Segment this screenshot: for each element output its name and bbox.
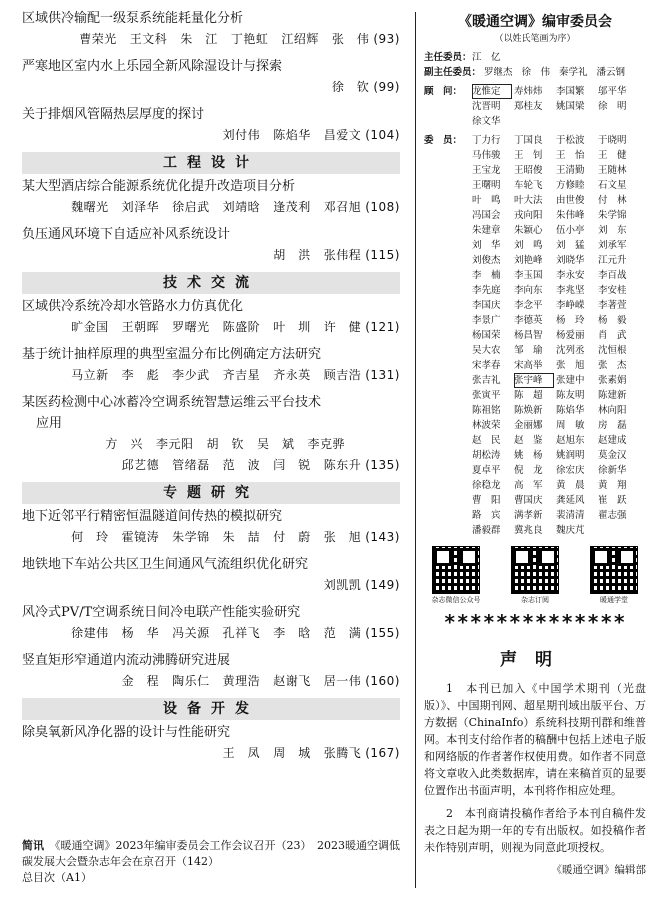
- member-name: 石文星: [598, 180, 627, 191]
- member-name: 潘毅群: [472, 525, 501, 536]
- author-name: 徐启武: [172, 200, 210, 214]
- author-name: 齐永英: [273, 368, 311, 382]
- member-name: 姚润明: [556, 450, 585, 461]
- brief-label: 简讯: [22, 839, 44, 852]
- member-name: 李先庭: [472, 285, 501, 296]
- member-name: 徐宏庆: [556, 465, 585, 476]
- article-authors: [22, 197, 400, 218]
- member-name: 姚国梁: [556, 101, 585, 112]
- member-name: 翟志强: [598, 510, 627, 521]
- member-name: 路 宾: [472, 510, 501, 521]
- author-name: 李 晗: [273, 626, 311, 640]
- member-name: 李 楠: [472, 270, 501, 281]
- author-name: 付 蔚: [273, 530, 311, 544]
- section-heading: 技术交流: [22, 272, 400, 294]
- page-number: (135): [365, 458, 400, 472]
- member-name: 裴清清: [556, 510, 585, 521]
- article-title[interactable]: 区域供冷系统冷却水管路水力仿真优化: [22, 299, 244, 314]
- brief-line: 《暖通空调》2023年编审委员会工作会议召开（23） 2023暖通空调低碳发展大会暨杂志年会在京召开（142）: [22, 839, 400, 868]
- page-number: (131): [365, 368, 400, 382]
- author-name: 周 城: [273, 746, 311, 760]
- member-name: 江 亿: [472, 52, 501, 63]
- director-row: [424, 50, 646, 65]
- author-name: 魏曙光: [71, 200, 109, 214]
- member-name: 李玉国: [514, 270, 543, 281]
- advisor-row: [424, 84, 646, 129]
- author-name: 邓召旭: [323, 200, 362, 214]
- member-name: 曹 阳: [472, 495, 501, 506]
- member-name: 冀兆良: [514, 525, 543, 536]
- article-title[interactable]: 除臭氧新风净化器的设计与性能研究: [22, 725, 231, 740]
- article-title[interactable]: 关于排烟风管隔热层厚度的探讨: [22, 107, 205, 122]
- declaration-title: 声明: [500, 650, 570, 670]
- author-name: 齐吉星: [222, 368, 261, 382]
- member-names: [472, 133, 646, 538]
- member-name: 张宇峰: [514, 373, 554, 388]
- member-name: 江元升: [598, 255, 627, 266]
- member-name: 房 磊: [598, 420, 627, 431]
- member-name: 胡松涛: [472, 450, 501, 461]
- member-name: 李国庆: [472, 300, 501, 311]
- author-name: 旷金国: [71, 320, 109, 334]
- member-name: 杨 毅: [598, 315, 627, 326]
- member-name: 徐 明: [598, 101, 627, 112]
- member-name: 李安桂: [598, 285, 627, 296]
- author-name: 曹荣光: [79, 32, 117, 46]
- member-name: 杨国荣: [472, 330, 501, 341]
- article-title[interactable]: 竖直矩形窄通道内流动沸腾研究进展: [22, 653, 231, 668]
- qr-caption: 杂志订阅: [521, 596, 549, 604]
- member-name: 赵建成: [598, 435, 627, 446]
- author-name: 叶 圳: [273, 320, 311, 334]
- article-authors: [22, 671, 400, 692]
- member-name: 徐文华: [472, 116, 501, 127]
- member-name: 丁力行: [472, 135, 501, 146]
- article-authors: [22, 245, 400, 266]
- vice-label: 副主任委员：: [424, 67, 482, 78]
- author-name: 范 满: [323, 626, 362, 640]
- section-heading: 设备开发: [22, 698, 400, 720]
- brief-news: [22, 838, 400, 886]
- member-name: 于松波: [556, 135, 585, 146]
- member-name: 王昭俊: [514, 165, 543, 176]
- author-name: 闫 锐: [273, 458, 311, 472]
- member-name: 王清勤: [556, 165, 585, 176]
- director-names: [472, 50, 646, 65]
- member-name: 沈恒根: [598, 345, 627, 356]
- author-name: 陈盛阶: [222, 320, 261, 334]
- member-name: 郑桂友: [514, 101, 543, 112]
- author-name: 范 波: [222, 458, 261, 472]
- author-name: 陈焰华: [273, 128, 311, 142]
- member-name: 满孝新: [514, 510, 543, 521]
- member-name: 刘 鸣: [514, 240, 543, 251]
- member-name: 马伟骏: [472, 150, 501, 161]
- member-name: 刘 华: [472, 240, 501, 251]
- member-name: 方修睦: [556, 180, 585, 191]
- member-name: 王宝龙: [472, 165, 501, 176]
- member-name: 刘 东: [598, 225, 627, 236]
- member-name: 宋高举: [514, 360, 543, 371]
- member-name: 李念平: [514, 300, 543, 311]
- member-name: 杨昌智: [514, 330, 543, 341]
- author-name: 杨 华: [121, 626, 160, 640]
- article-title[interactable]: 地下近邻平行精密恒温隧道间传热的模拟研究: [22, 509, 283, 524]
- article-authors: [22, 125, 400, 146]
- author-name: 马立新: [71, 368, 109, 382]
- author-name: 许 健: [323, 320, 362, 334]
- member-name: 朱建章: [472, 225, 501, 236]
- author-name: 李少武: [172, 368, 210, 382]
- author-name: 李元阳: [155, 437, 194, 451]
- article-entry[interactable]: [22, 602, 400, 644]
- author-name: 何 玲: [71, 530, 109, 544]
- article-title-cont[interactable]: 应用: [36, 416, 63, 431]
- page-number: (104): [365, 128, 400, 142]
- member-row: [424, 133, 646, 538]
- member-name: 刘 猛: [556, 240, 585, 251]
- qr-caption: 杂志微信公众号: [431, 596, 481, 604]
- author-name: 胡 洪: [273, 248, 311, 262]
- author-name: 逢茂利: [273, 200, 311, 214]
- author-name: 王 凤: [222, 746, 261, 760]
- author-name: 黄理浩: [222, 674, 261, 688]
- member-label: 委 员：: [424, 135, 463, 146]
- page-number: (167): [365, 746, 400, 760]
- author-name: 朱 江: [180, 32, 218, 46]
- member-name: 李峥嵘: [556, 300, 585, 311]
- member-name: 赵 鉴: [514, 435, 543, 446]
- member-name: 林波荣: [472, 420, 501, 431]
- member-name: 肖 武: [598, 330, 627, 341]
- declaration-signature: 《暖通空调》编辑部: [551, 864, 646, 876]
- author-name: 李 彪: [121, 368, 160, 382]
- author-name: 孔祥飞: [222, 626, 261, 640]
- member-name: 徐新华: [598, 465, 627, 476]
- author-name: 管绪磊: [172, 458, 210, 472]
- qr-caption: 暖通学堂: [600, 596, 628, 604]
- member-name: 高 军: [514, 480, 543, 491]
- article-title[interactable]: 基于统计抽样原理的典型室温分布比例确定方法研究: [22, 347, 322, 362]
- member-name: 邬平华: [598, 86, 627, 97]
- author-name: 张 伟: [331, 32, 370, 46]
- member-name: 付 林: [598, 195, 627, 206]
- article-authors: [22, 455, 400, 476]
- author-name: 刘靖晗: [222, 200, 261, 214]
- member-name: 陈建新: [598, 390, 627, 401]
- table-of-contents: [22, 8, 400, 770]
- author-name: 邱艺德: [121, 458, 160, 472]
- article-authors: [22, 743, 400, 764]
- member-name: 李国繁: [556, 86, 585, 97]
- member-name: 张 旭: [556, 360, 585, 371]
- member-name: 李向东: [514, 285, 543, 296]
- member-name: 李著萱: [598, 300, 627, 311]
- column-divider: [415, 12, 416, 888]
- advisor-label: 顾 问：: [424, 86, 463, 97]
- member-name: 沈列丞: [556, 345, 585, 356]
- member-name: 叶 鸣: [472, 195, 501, 206]
- qr-code-icon: [511, 546, 559, 594]
- author-name: 刘付伟: [222, 128, 261, 142]
- article-authors: [22, 77, 400, 98]
- toc-section: [22, 272, 400, 476]
- article-entry[interactable]: [22, 392, 400, 476]
- member-name: 李德英: [514, 315, 543, 326]
- vice-names: [484, 65, 646, 80]
- member-name: 于晓明: [598, 135, 627, 146]
- member-name: 王 健: [598, 150, 627, 161]
- article-entry[interactable]: [22, 224, 400, 266]
- member-name: 龙惟定: [472, 84, 512, 99]
- article-entry[interactable]: [22, 650, 400, 692]
- page-number: (155): [365, 626, 400, 640]
- author-name: 徐 钦: [331, 80, 370, 94]
- member-name: 刘艳峰: [514, 255, 543, 266]
- article-entry[interactable]: [22, 722, 400, 764]
- member-name: 伍小亭: [556, 225, 585, 236]
- member-name: 李兆坚: [556, 285, 585, 296]
- author-name: 张腾飞: [323, 746, 362, 760]
- author-name: 刘凯凯: [323, 578, 362, 592]
- member-name: 吴大农: [472, 345, 501, 356]
- article-entry[interactable]: [22, 56, 400, 98]
- page-number: (143): [365, 530, 400, 544]
- member-name: 张吉礼: [472, 375, 501, 386]
- member-name: 叶大法: [514, 195, 543, 206]
- member-name: 杨 玲: [556, 315, 585, 326]
- board-title: 《暖通空调》编审委员会: [458, 14, 612, 30]
- declaration-paragraph-2: 2 本刊商请投稿作者给予本刊自稿件发表之日起为期一年的专有出版权。如投稿作者未作特别声明，则视为同意此项授权。: [424, 807, 646, 854]
- board-subtitle: （以姓氏笔画为序）: [494, 34, 576, 44]
- qr-code-icon: [432, 546, 480, 594]
- article-authors: [22, 623, 400, 644]
- page-number: (160): [365, 674, 400, 688]
- article-authors: [22, 29, 400, 50]
- member-name: 曹国庆: [514, 495, 543, 506]
- qr-code-icon: [590, 546, 638, 594]
- member-name: 寿炜炜: [514, 86, 543, 97]
- member-name: 王曙明: [472, 180, 501, 191]
- author-name: 昌爱文: [323, 128, 362, 142]
- member-name: 赵 民: [472, 435, 501, 446]
- member-name: 姚 杨: [514, 450, 543, 461]
- article-title[interactable]: 地铁地下车站公共区卫生间通风气流组织优化研究: [22, 557, 309, 572]
- member-name: 刘承军: [598, 240, 627, 251]
- author-name: 陶乐仁: [172, 674, 210, 688]
- toc-section: [22, 152, 400, 266]
- section-heading: 专题研究: [22, 482, 400, 504]
- qr-wechat[interactable]: [428, 546, 484, 606]
- member-name: 陈友明: [556, 390, 585, 401]
- member-name: 莫金汉: [598, 450, 627, 461]
- author-name: 陈东升: [323, 458, 362, 472]
- article-entry[interactable]: [22, 344, 400, 386]
- author-name: 罗曙光: [172, 320, 210, 334]
- member-name: 林向阳: [598, 405, 627, 416]
- member-name: 张 杰: [598, 360, 627, 371]
- member-name: 赵旭东: [556, 435, 585, 446]
- member-name: 张寅平: [472, 390, 501, 401]
- article-authors: [22, 527, 400, 548]
- member-name: 倪 龙: [514, 465, 543, 476]
- page-number: (115): [365, 248, 400, 262]
- member-name: 潘云钢: [596, 67, 626, 78]
- author-name: 金 程: [121, 674, 160, 688]
- author-name: 徐建伟: [71, 626, 109, 640]
- member-name: 周 敏: [556, 420, 585, 431]
- article-entry[interactable]: [22, 296, 400, 338]
- member-name: 邹 瑜: [514, 345, 543, 356]
- page-number: (93): [373, 32, 400, 46]
- member-name: 陈 超: [514, 390, 543, 401]
- qr-subscribe[interactable]: [507, 546, 563, 606]
- advisor-names: [472, 84, 646, 129]
- general-index: 总目次（A1）: [22, 871, 92, 884]
- article-title[interactable]: 负压通风环境下自适应补风系统设计: [22, 227, 231, 242]
- author-name: 冯关源: [172, 626, 210, 640]
- member-name: 朱学锦: [598, 210, 627, 221]
- member-name: 徐 伟: [521, 67, 551, 78]
- member-name: 龚延风: [556, 495, 585, 506]
- member-name: 夏卓平: [472, 465, 501, 476]
- member-name: 沈晋明: [472, 101, 501, 112]
- star-divider: **************: [443, 610, 627, 634]
- author-name: 刘泽华: [121, 200, 160, 214]
- member-name: 刘晓华: [556, 255, 585, 266]
- page-number: (149): [365, 578, 400, 592]
- member-name: 宋孝春: [472, 360, 501, 371]
- member-name: 罗继杰: [484, 67, 513, 78]
- member-name: 朱伟峰: [556, 210, 585, 221]
- author-name: 张伟程: [323, 248, 362, 262]
- page-number: (121): [365, 320, 400, 334]
- member-name: 黄 晨: [556, 480, 585, 491]
- toc-section: [22, 698, 400, 764]
- member-name: 黄 翔: [598, 480, 627, 491]
- member-name: 车轮飞: [514, 180, 543, 191]
- article-entry[interactable]: [22, 104, 400, 146]
- editorial-board-column: [424, 12, 646, 878]
- member-name: 丁国良: [514, 135, 543, 146]
- member-name: 王随林: [598, 165, 627, 176]
- article-authors: [22, 365, 400, 386]
- toc-section: [22, 482, 400, 692]
- page-number: (99): [373, 80, 400, 94]
- declaration-paragraph-1: 1 本刊已加入《中国学术期刊（光盘版）》、中国期刊网、超星期刊域出版平台、万方数据（ChinaInfo）系统科技期刊群和维普网。本刊支付给作者的稿酬中包括上述电子版和网络版的作者著作权使用费。如作者不同意将文章收入此类数据库，请在来稿首页的显要位置作出书面声明，本刊将作相应处理。: [424, 682, 646, 797]
- article-title[interactable]: 严寒地区室内水上乐园全新风除湿设计与探索: [22, 59, 283, 74]
- member-name: 金丽娜: [514, 420, 543, 431]
- author-name: 王朝晖: [121, 320, 160, 334]
- member-name: 陈祖铭: [472, 405, 501, 416]
- member-name: 王 钊: [514, 150, 543, 161]
- author-name: 赵谢飞: [273, 674, 311, 688]
- author-name: 胡 钦: [206, 437, 244, 451]
- article-entry[interactable]: [22, 8, 400, 50]
- member-name: 杨爱丽: [556, 330, 585, 341]
- author-name: 丁艳虹: [230, 32, 269, 46]
- article-authors: [22, 575, 400, 596]
- author-name: 王文科: [129, 32, 168, 46]
- article-title[interactable]: 风冷式PV/T空调系统日间冷电联产性能实验研究: [22, 605, 301, 620]
- author-name: 吴 斌: [256, 437, 295, 451]
- member-name: 戎向阳: [514, 210, 543, 221]
- qr-codes: [424, 546, 646, 606]
- article-entry[interactable]: [22, 176, 400, 218]
- article-authors: [22, 434, 400, 455]
- author-name: 居一伟: [323, 674, 362, 688]
- author-name: 朱学锦: [172, 530, 210, 544]
- member-name: 王 怡: [556, 150, 585, 161]
- member-name: 秦学礼: [559, 67, 588, 78]
- author-name: 顾吉浩: [323, 368, 362, 382]
- author-name: 霍镜涛: [121, 530, 160, 544]
- article-title[interactable]: 某医药检测中心冰蓄冷空调系统智慧运维云平台技术: [22, 395, 322, 410]
- member-name: 张建中: [556, 375, 585, 386]
- author-name: 江绍辉: [281, 32, 319, 46]
- section-heading: 工程设计: [22, 152, 400, 174]
- director-label: 主任委员：: [424, 52, 472, 63]
- article-entry[interactable]: [22, 554, 400, 596]
- author-name: 张 旭: [323, 530, 362, 544]
- member-name: 李景广: [472, 315, 501, 326]
- member-name: 陈焰华: [556, 405, 585, 416]
- qr-school[interactable]: [586, 546, 642, 606]
- vice-row: [424, 65, 646, 80]
- member-name: 崔 跃: [598, 495, 627, 506]
- member-name: 朱颖心: [514, 225, 543, 236]
- article-authors: [22, 317, 400, 338]
- member-name: 魏庆芃: [556, 525, 585, 536]
- member-name: 李永安: [556, 270, 585, 281]
- author-name: 朱 喆: [222, 530, 261, 544]
- member-name: 陈焕新: [514, 405, 543, 416]
- member-name: 徐稳龙: [472, 480, 501, 491]
- member-name: 刘俊杰: [472, 255, 501, 266]
- member-name: 由世俊: [556, 195, 585, 206]
- member-name: 李百战: [598, 270, 627, 281]
- article-title[interactable]: 区域供冷输配一级泵系统能耗量化分析: [22, 11, 244, 26]
- member-name: 张素娟: [598, 375, 627, 386]
- author-name: 方 兴: [105, 437, 143, 451]
- member-name: 冯国会: [472, 210, 501, 221]
- page-number: (108): [365, 200, 400, 214]
- article-title[interactable]: 某大型酒店综合能源系统优化提升改造项目分析: [22, 179, 296, 194]
- author-name: 李克骅: [307, 437, 345, 451]
- article-entry[interactable]: [22, 506, 400, 548]
